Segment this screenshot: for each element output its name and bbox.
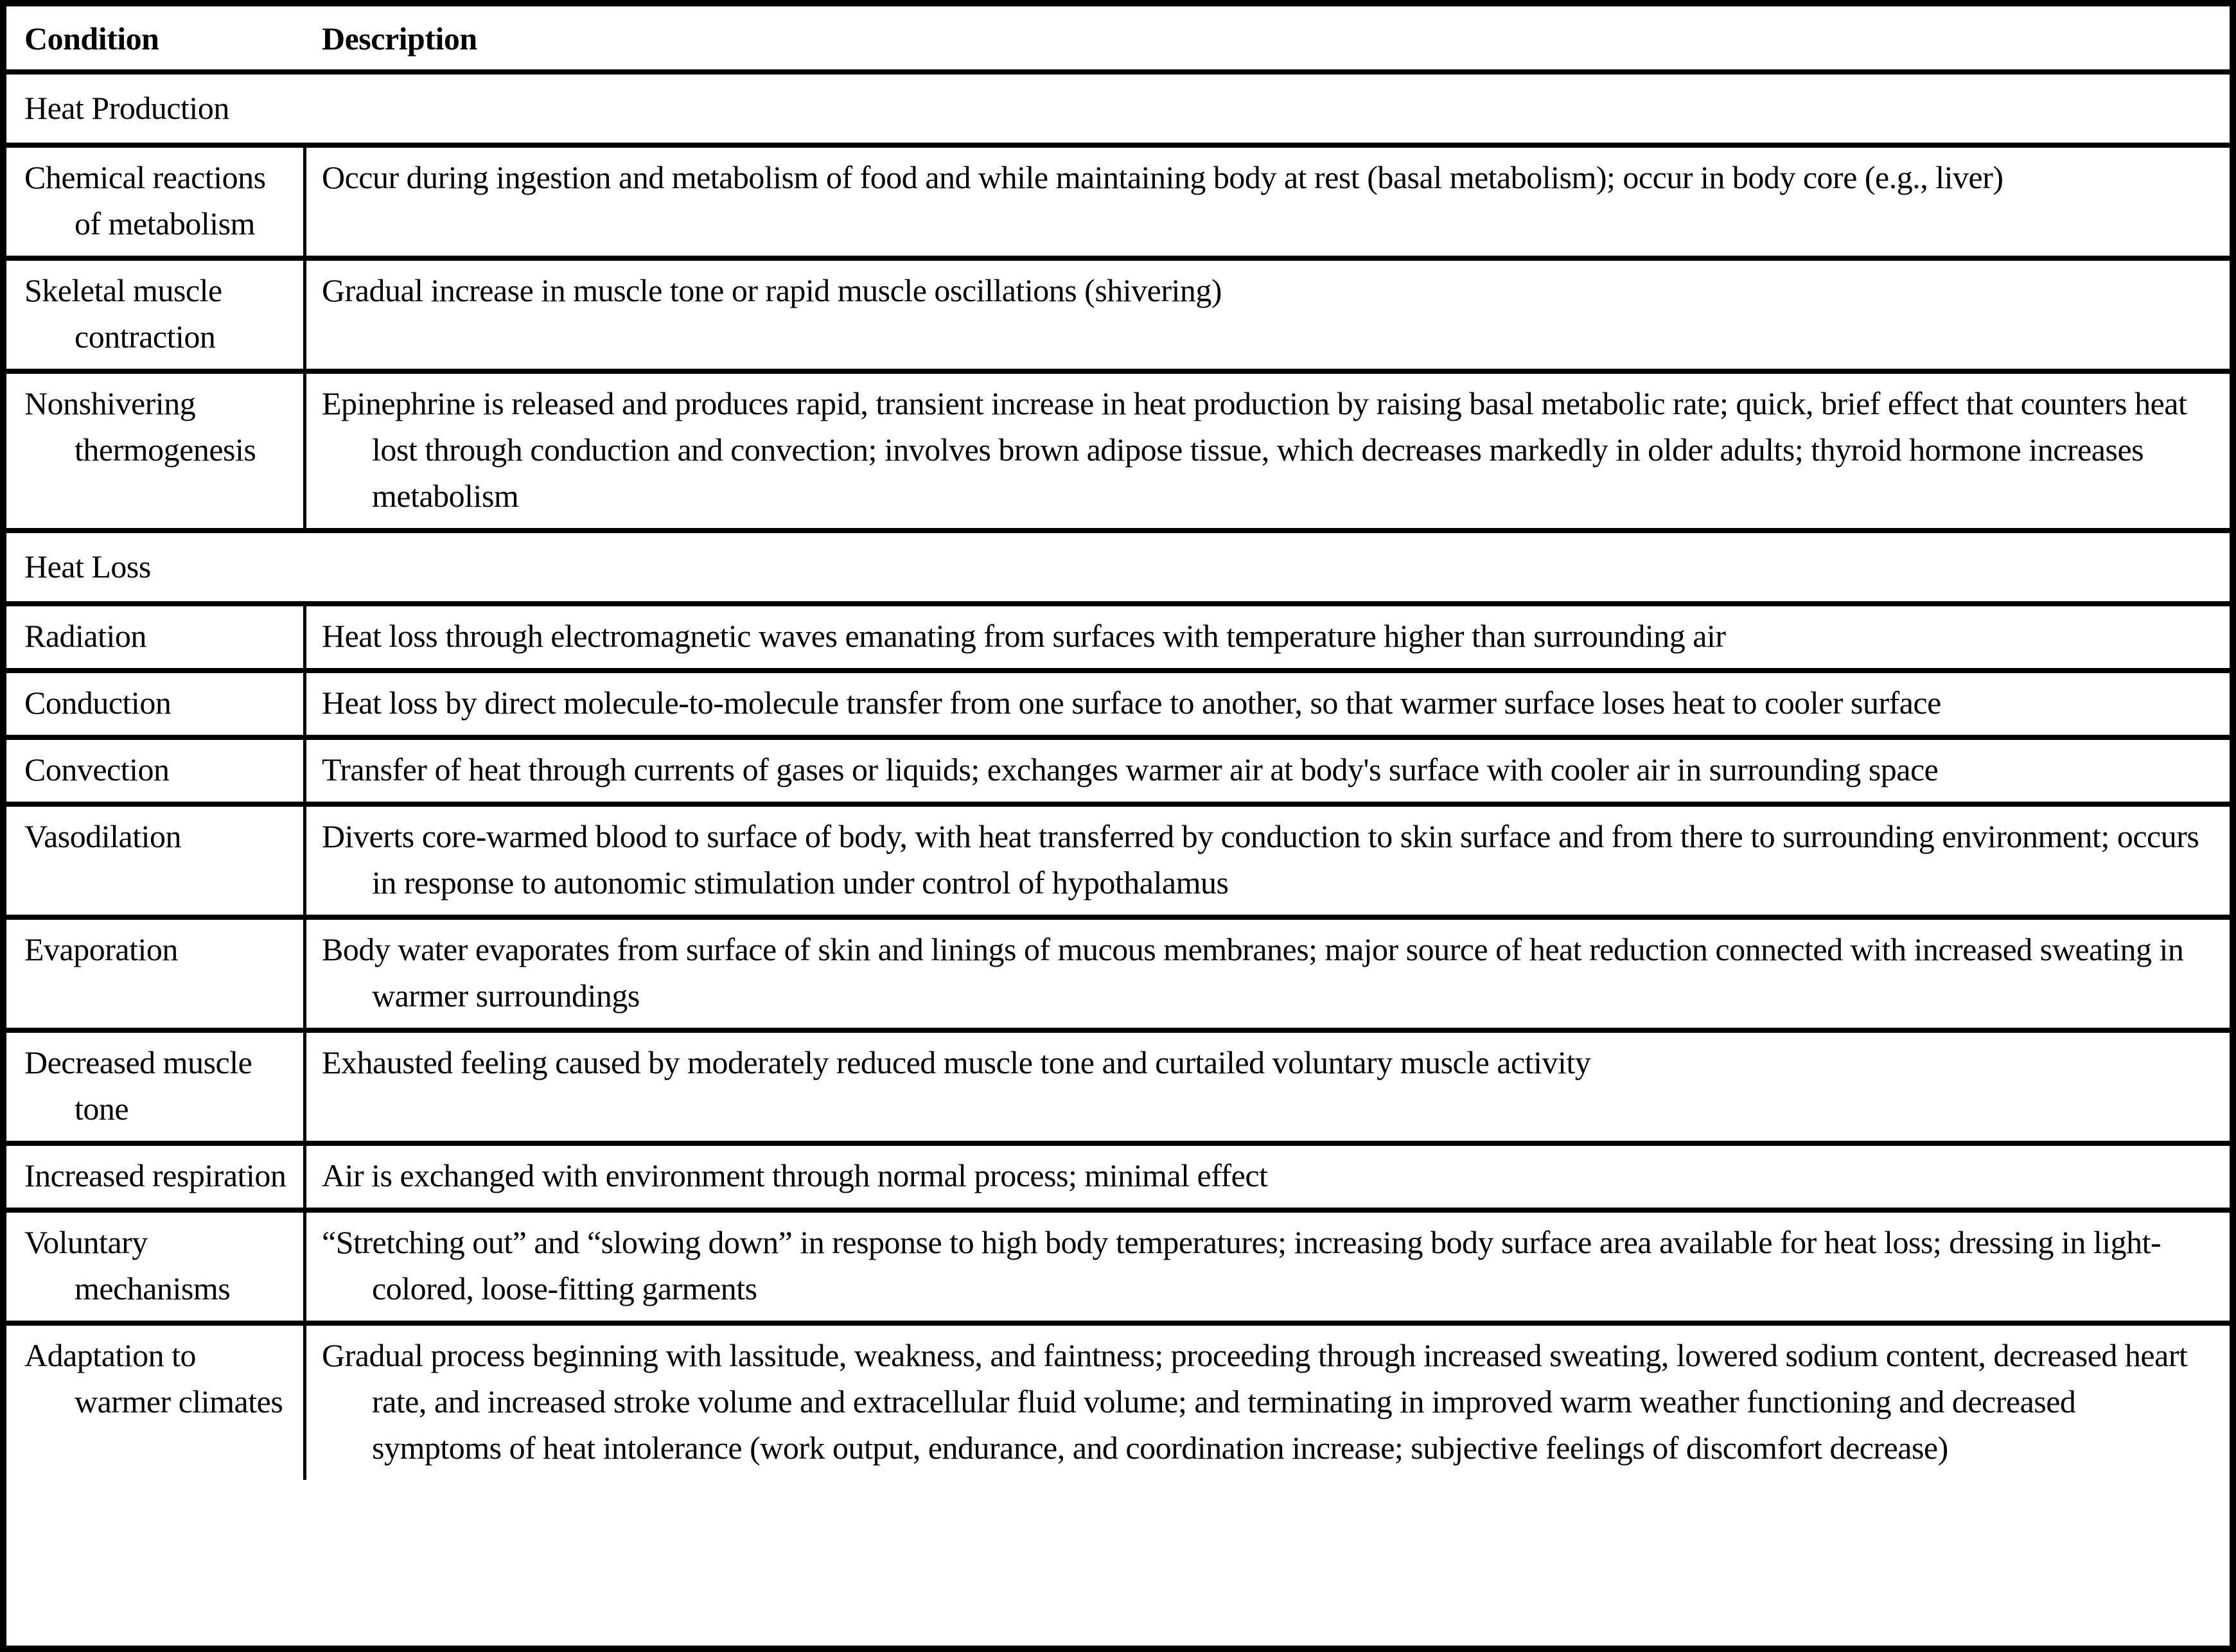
- description-cell: [306, 673, 2230, 735]
- condition-cell: [6, 1033, 306, 1141]
- description-cell: [306, 1213, 2230, 1321]
- condition-label: Increased respiration: [24, 1157, 286, 1193]
- condition-label: Voluntary mechanisms: [24, 1224, 231, 1306]
- condition-cell: [6, 740, 306, 802]
- condition-cell: [6, 1213, 306, 1321]
- description-cell: [306, 374, 2230, 528]
- section-header-row: [6, 75, 2230, 148]
- description-cell: [306, 1146, 2230, 1208]
- table-row: [6, 1033, 2230, 1146]
- condition-label: Chemical reactions of metabolism: [24, 159, 266, 242]
- table-row: [6, 1146, 2230, 1213]
- description-text: Transfer of heat through currents of gases or liquids; exchanges warmer air at body's surface with cooler air in surrounding space: [322, 751, 1939, 787]
- description-cell: [306, 1033, 2230, 1141]
- description-cell: [306, 148, 2230, 256]
- description-text: Exhausted feeling caused by moderately reduced muscle tone and curtailed voluntary muscle activity: [322, 1044, 1591, 1080]
- condition-cell: [6, 807, 306, 915]
- description-text: Body water evaporates from surface of skin and linings of mucous membranes; major source of heat reduction connected with increased sweating in warmer surroundings: [322, 931, 2184, 1014]
- description-text: Gradual process beginning with lassitude, weakness, and faintness; proceeding through increased sweating, lowered sodium content, decreased heart rate, and increased stroke volume and extracellular fluid volume; and terminating in improved warm weather functioning and decreased symptoms of heat intolerance (work output, endurance, and coordination increase; subjective feelings of discomfort decrease): [322, 1337, 2188, 1466]
- section-title: Heat Production: [24, 90, 229, 126]
- column-header-condition: Condition: [24, 21, 159, 57]
- description-text: Heat loss through electromagnetic waves emanating from surfaces with temperature higher than surrounding air: [322, 618, 1726, 654]
- description-cell: [306, 920, 2230, 1028]
- column-header-description: Description: [322, 21, 477, 57]
- description-text: Air is exchanged with environment through normal process; minimal effect: [322, 1157, 1268, 1193]
- table-row: [6, 807, 2230, 920]
- description-cell: [306, 1326, 2230, 1480]
- table-row: [6, 673, 2230, 740]
- table-row: [6, 740, 2230, 807]
- condition-label: Skeletal muscle contraction: [24, 272, 222, 355]
- table-row: [6, 261, 2230, 374]
- description-text: Epinephrine is released and produces rapid, transient increase in heat production by raising basal metabolic rate; quick, brief effect that counters heat lost through conduction and convection; involves brown adipose tissue, which decreases markedly in older adults; thyroid hormone increases metabolism: [322, 385, 2187, 514]
- condition-cell: [6, 1146, 306, 1208]
- condition-label: Vasodilation: [24, 818, 181, 854]
- description-text: Occur during ingestion and metabolism of food and while maintaining body at rest (basal metabolism); occur in body core (e.g., liver): [322, 159, 2003, 195]
- condition-cell: [6, 1326, 306, 1480]
- condition-cell: [6, 920, 306, 1028]
- condition-label: Evaporation: [24, 931, 178, 967]
- description-cell: [306, 261, 2230, 369]
- section-header-row: [6, 533, 2230, 606]
- condition-cell: [6, 261, 306, 369]
- condition-label: Convection: [24, 751, 170, 787]
- table-row: [6, 1326, 2230, 1480]
- table-row: [6, 374, 2230, 533]
- condition-cell: [6, 606, 306, 668]
- section-title: Heat Loss: [24, 549, 151, 584]
- description-cell: [306, 740, 2230, 802]
- description-text: “Stretching out” and “slowing down” in response to high body temperatures; increasing body surface area available for heat loss; dressing in light-colored, loose-fitting garments: [322, 1224, 2161, 1306]
- description-text: Heat loss by direct molecule-to-molecule transfer from one surface to another, so that warmer surface loses heat to cooler surface: [322, 685, 1941, 721]
- condition-label: Conduction: [24, 685, 172, 721]
- condition-cell: [6, 374, 306, 528]
- condition-cell: [6, 148, 306, 256]
- condition-label: Radiation: [24, 618, 146, 654]
- condition-label: Decreased muscle tone: [24, 1044, 252, 1127]
- table-header-row: [6, 6, 2230, 75]
- description-cell: [306, 606, 2230, 668]
- table-row: [6, 606, 2230, 673]
- table-row: [6, 920, 2230, 1033]
- description-cell: [306, 807, 2230, 915]
- condition-cell: [6, 673, 306, 735]
- table-row: [6, 1213, 2230, 1326]
- description-text: Gradual increase in muscle tone or rapid muscle oscillations (shivering): [322, 272, 1222, 308]
- table-row: [6, 148, 2230, 261]
- condition-label: Nonshivering thermogenesis: [24, 385, 256, 468]
- condition-label: Adaptation to warmer climates: [24, 1337, 283, 1419]
- description-text: Diverts core-warmed blood to surface of body, with heat transferred by conduction to skin surface and from there to surrounding environment; occurs in response to autonomic stimulation under control of hypothalamus: [322, 818, 2199, 901]
